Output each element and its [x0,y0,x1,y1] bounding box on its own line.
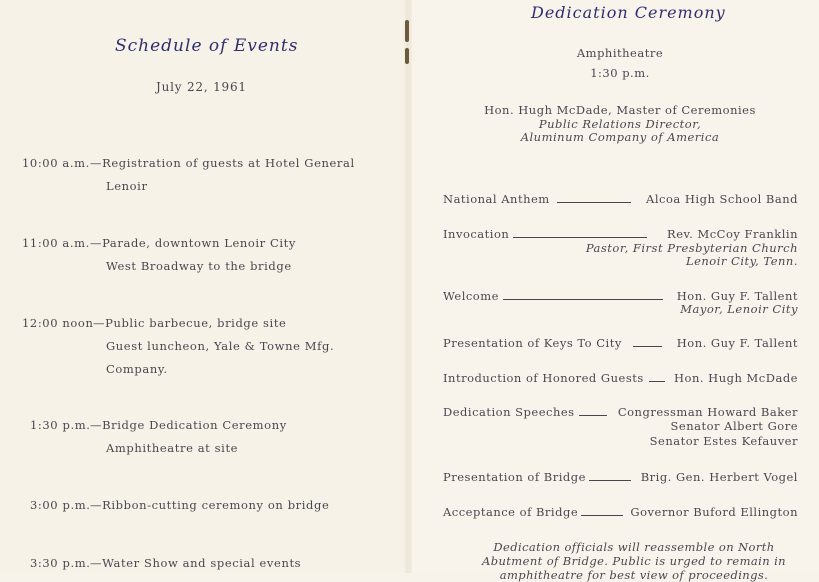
leader-rule [579,415,607,416]
program-item-speaker: Hon. Guy F. Tallent [676,289,798,303]
program-item-label: Dedication Speeches [443,405,575,419]
program-item-speaker: Governor Buford Ellington [630,505,798,519]
ceremony-page [412,0,819,573]
event-line: —Bridge Dedication Ceremony [90,418,287,432]
mc-title: Public Relations Director, [538,117,702,131]
event-line: West Broadway to the bridge [106,259,292,273]
event-time: 3:00 p.m. [30,498,91,512]
event-time: 12:00 noon [22,316,94,330]
schedule-page [0,0,404,573]
leader-rule [513,237,647,238]
program-item-label: Introduction of Honored Guests [443,371,644,385]
ceremony-venue: Amphitheatre [576,46,664,60]
ceremony-time: 1:30 p.m. [590,66,650,80]
event-time: 3:30 p.m. [30,556,91,570]
staple [405,20,409,42]
program-item-speaker: Congressman Howard Baker [617,405,798,419]
leader-rule [649,381,665,382]
event-line: —Registration of guests at Hotel General [90,156,355,170]
program-item-detail: Mayor, Lenoir City [680,302,798,316]
program-item-speaker: Rev. McCoy Franklin [667,227,798,241]
program-item-speaker: Alcoa High School Band [646,192,798,206]
program-item-label: Invocation [443,227,510,241]
event-line: —Ribbon-cutting ceremony on bridge [90,498,330,512]
event-time: 1:30 p.m. [30,418,91,432]
program-item-speaker: Senator Albert Gore [670,419,798,433]
event-line: —Water Show and special events [90,556,302,570]
event-line: —Public barbecue, bridge site [93,316,287,330]
leader-rule [581,515,623,516]
program-item-label: Acceptance of Bridge [443,505,579,519]
event-line: Lenoir [106,179,148,193]
schedule-title: Schedule of Events [115,36,299,56]
mc-name: Hon. Hugh McDade, Master of Ceremonies [484,103,756,117]
event-line: —Parade, downtown Lenoir City [90,236,297,250]
ceremony-title: Dedication Ceremony [531,3,726,22]
program-item-speaker: Brig. Gen. Herbert Vogel [640,470,798,484]
event-time: 11:00 a.m. [22,236,90,250]
schedule-date: July 22, 1961 [156,80,247,94]
program-item-speaker: Hon. Hugh McDade [674,371,798,385]
leader-rule [589,480,631,481]
event-line: Amphitheatre at site [106,441,239,455]
program-item-speaker: Senator Estes Kefauver [649,434,798,448]
closing-note: Dedication officials will reassemble on North Abutment of Bridge. Public is urged to remain in amphitheatre for best view of proceedings. [482,540,786,582]
event-time: 10:00 a.m. [22,156,90,170]
program-item-speaker: Hon. Guy F. Tallent [676,336,798,350]
mc-organization: Aluminum Company of America [520,130,720,144]
program-item-label: Presentation of Bridge [443,470,586,484]
program-item-detail: Pastor, First Presbyterian Church [585,241,798,255]
program-item-detail: Lenoir City, Tenn. [685,254,798,268]
leader-rule [503,299,663,300]
event-line: Company. [106,362,168,376]
leader-rule [557,202,631,203]
program-item-label: National Anthem [443,192,550,206]
leader-rule [633,346,662,347]
program-item-label: Welcome [443,289,499,303]
staple [405,48,409,64]
event-line: Guest luncheon, Yale & Towne Mfg. [106,339,335,353]
program-item-label: Presentation of Keys To City [443,336,622,350]
